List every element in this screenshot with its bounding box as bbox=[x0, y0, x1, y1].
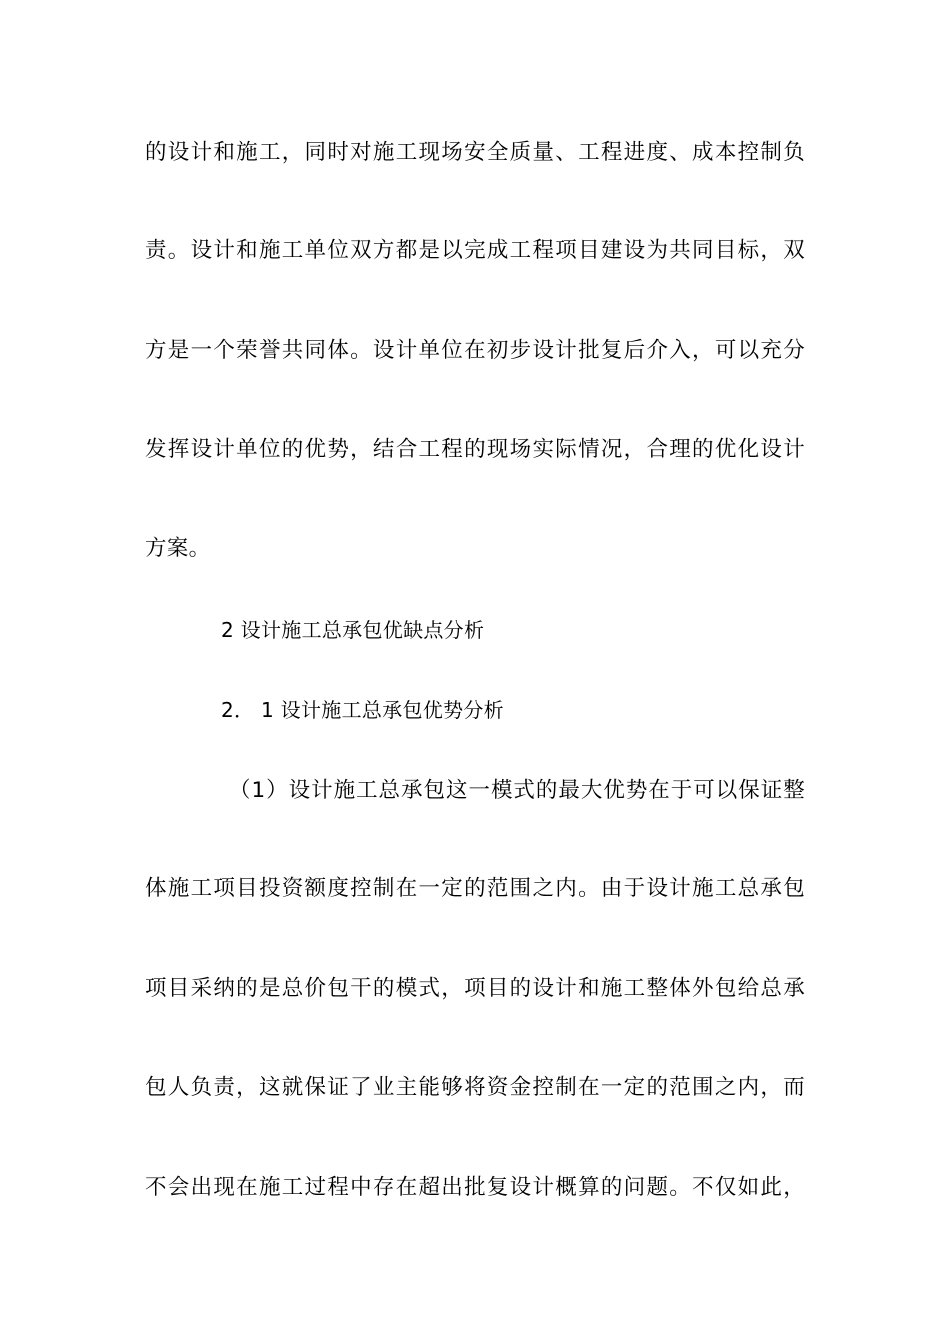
paragraph-line: 体施工项目投资额度控制在一定的范围之内。由于设计施工总承包 bbox=[145, 876, 805, 901]
paragraph-line: 项目采纳的是总价包干的模式，项目的设计和施工整体外包给总承 bbox=[145, 976, 805, 1001]
paragraph-line: 不会出现在施工过程中存在超出批复设计概算的问题。不仅如此， bbox=[145, 1175, 805, 1200]
paragraph-line: 责。设计和施工单位双方都是以完成工程项目建设为共同目标，双 bbox=[145, 238, 805, 263]
subsection-heading: 2． 1 设计施工总承包优势分析 bbox=[221, 698, 504, 722]
paragraph-line: 发挥设计单位的优势，结合工程的现场实际情况，合理的优化设计 bbox=[145, 437, 805, 462]
section-heading: 2 设计施工总承包优缺点分析 bbox=[221, 618, 485, 642]
paragraph-line: 方是一个荣誉共同体。设计单位在初步设计批复后介入，可以充分 bbox=[145, 338, 805, 363]
paragraph-line: 包人负责，这就保证了业主能够将资金控制在一定的范围之内，而 bbox=[145, 1075, 805, 1100]
paragraph-line: （1）设计施工总承包这一模式的最大优势在于可以保证整 bbox=[229, 778, 805, 803]
paragraph-line: 的设计和施工，同时对施工现场安全质量、工程进度、成本控制负 bbox=[145, 140, 805, 165]
paragraph-line: 方案。 bbox=[145, 536, 211, 561]
